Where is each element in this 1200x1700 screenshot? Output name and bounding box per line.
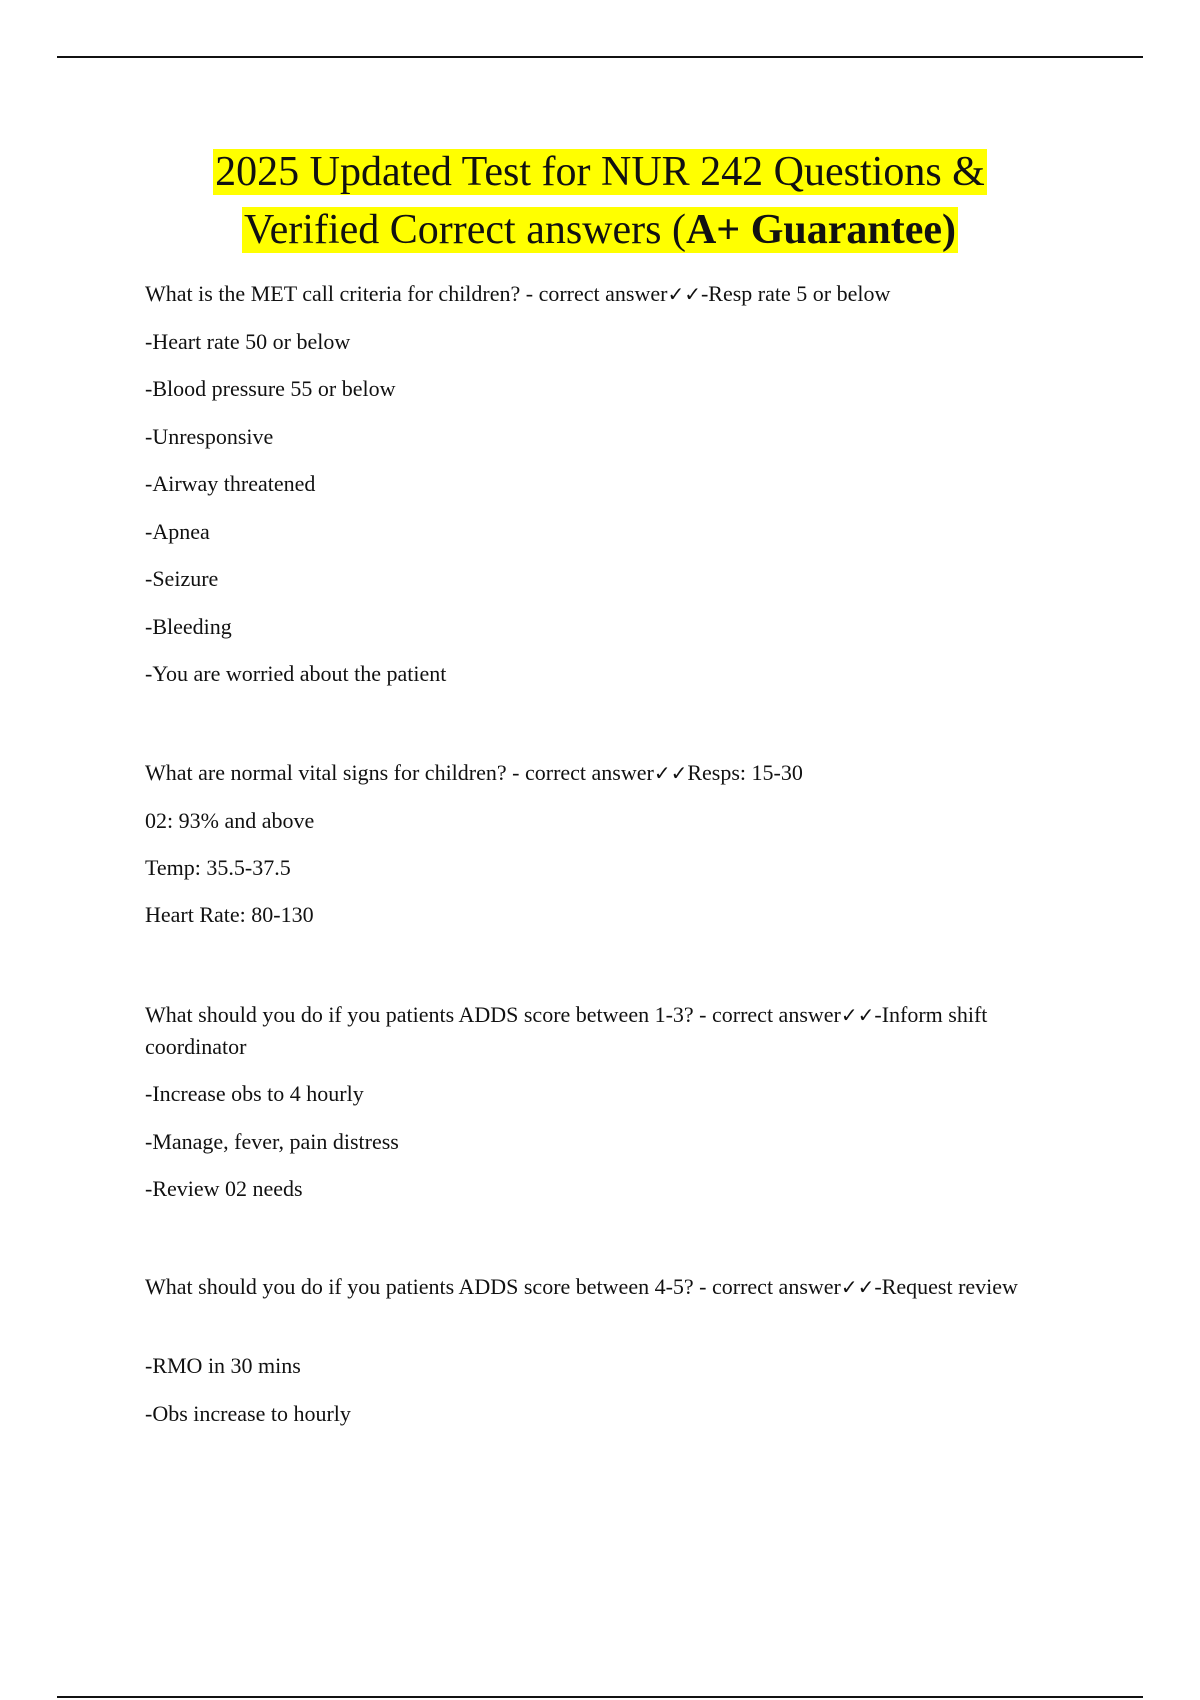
answer-text: -Request review [874, 1274, 1018, 1299]
answer-text: -Inform shift coordinator [145, 1002, 988, 1059]
footer-rule [57, 1696, 1143, 1698]
qa-1-answer-line: -Heart rate 50 or below [145, 329, 351, 354]
title-line-2-regular: Verified Correct answers ( [243, 207, 686, 253]
qa-1-question [145, 278, 1085, 310]
qa-1-answer-line: -Unresponsive [145, 424, 274, 449]
qa-3-question [145, 999, 1085, 1063]
checkmark-icon: ✓✓ [840, 1275, 875, 1299]
title-line-2 [242, 207, 958, 253]
qa-2-question [145, 757, 1085, 789]
qa-3-answer-line: -Review 02 needs [145, 1176, 303, 1201]
qa-4-answer-line: -Obs increase to hourly [145, 1401, 351, 1426]
checkmark-icon: ✓✓ [840, 1003, 875, 1027]
question-text: What should you do if you patients ADDS score between 4-5? - correct answer [145, 1274, 841, 1299]
qa-3-answer-line: -Increase obs to 4 hourly [145, 1081, 364, 1106]
qa-2-answer-line: 02: 93% and above [145, 808, 315, 833]
question-text: What are normal vital signs for children? - correct answer [145, 760, 654, 785]
qa-2-answer-line: Heart Rate: 80-130 [145, 902, 314, 927]
qa-4-answer-line: -RMO in 30 mins [145, 1353, 301, 1378]
question-text: What should you do if you patients ADDS score between 1-3? - correct answer [145, 1002, 841, 1027]
qa-1-answer-line: -You are worried about the patient [145, 661, 447, 686]
qa-3-answer-line: -Manage, fever, pain distress [145, 1129, 399, 1154]
title-line-1: 2025 Updated Test for NUR 242 Questions & [215, 149, 985, 195]
title-line-2-bold: A+ Guarantee) [685, 207, 957, 253]
answer-text: Resps: 15-30 [687, 760, 803, 785]
qa-2-answer-line: Temp: 35.5-37.5 [145, 855, 291, 880]
qa-1-answer-line: -Seizure [145, 566, 219, 591]
qa-4-question [145, 1271, 1085, 1303]
header-rule [57, 56, 1143, 58]
qa-1-answer-line: -Blood pressure 55 or below [145, 376, 396, 401]
answer-text: -Resp rate 5 or below [700, 281, 891, 306]
question-text: What is the MET call criteria for children? - correct answer [145, 281, 668, 306]
qa-1-answer-line: -Airway threatened [145, 471, 316, 496]
qa-1-answer-line: -Bleeding [145, 614, 232, 639]
checkmark-icon: ✓✓ [653, 761, 688, 785]
qa-1-answer-line: -Apnea [145, 519, 210, 544]
document-title [100, 143, 1100, 259]
checkmark-icon: ✓✓ [667, 282, 701, 306]
